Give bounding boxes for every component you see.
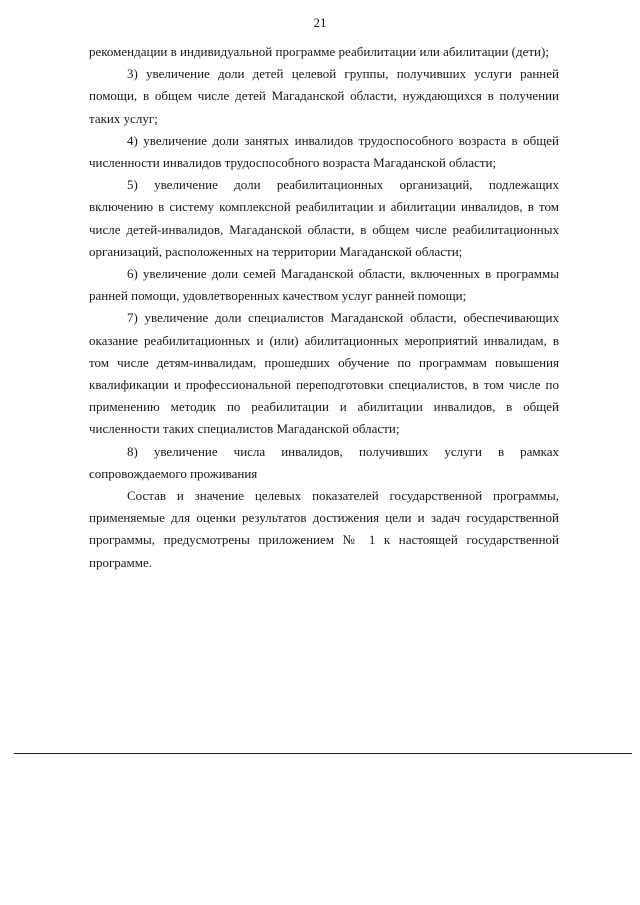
page-bottom-rule (14, 753, 632, 754)
paragraph-item-7: 7) увеличение доли специалистов Магаданской области, обеспечивающих оказание реабилитационных и (или) абилитационных мероприятий инвалидам, в том числе детям-инвалидам, прошедших обучение по программам повышения квалификации и профессиональной переподготовки специалистов, в том числе по применению методик по реабилитации и абилитации инвалидов, в общей численности таких специалистов Магаданской области; (89, 310, 559, 437)
paragraph-item-6: 6) увеличение доли семей Магаданской области, включенных в программы ранней помощи, удовлетворенных качеством услуг ранней помощи; (89, 266, 559, 304)
page-number: 21 (313, 15, 327, 30)
document-body (89, 41, 559, 574)
paragraph-summary: Состав и значение целевых показателей государственной программы, применяемые для оценки результатов достижения цели и задач государственной программы, предусмотрены приложением № 1 к настоящей государственной программе. (89, 488, 559, 570)
paragraph-item-5: 5) увеличение доли реабилитационных организаций, подлежащих включению в систему комплексной реабилитации и абилитации инвалидов, в том числе детей-инвалидов, Магаданской области, в общем числе реабилитационных организаций, расположенных на территории Магаданской области; (89, 177, 559, 259)
paragraph-item-3: 3) увеличение доли детей целевой группы, получивших услуги ранней помощи, в общем числе детей Магаданской области, нуждающихся в получении таких услуг; (89, 66, 559, 126)
paragraph-continuation: рекомендации в индивидуальной программе реабилитации или абилитации (дети); (89, 44, 549, 59)
paragraph-item-8: 8) увеличение числа инвалидов, получивших услуги в рамках сопровождаемого проживания (89, 443, 559, 481)
paragraph-item-4: 4) увеличение доли занятых инвалидов трудоспособного возраста в общей численности инвалидов трудоспособного возраста Магаданской области; (89, 132, 559, 171)
